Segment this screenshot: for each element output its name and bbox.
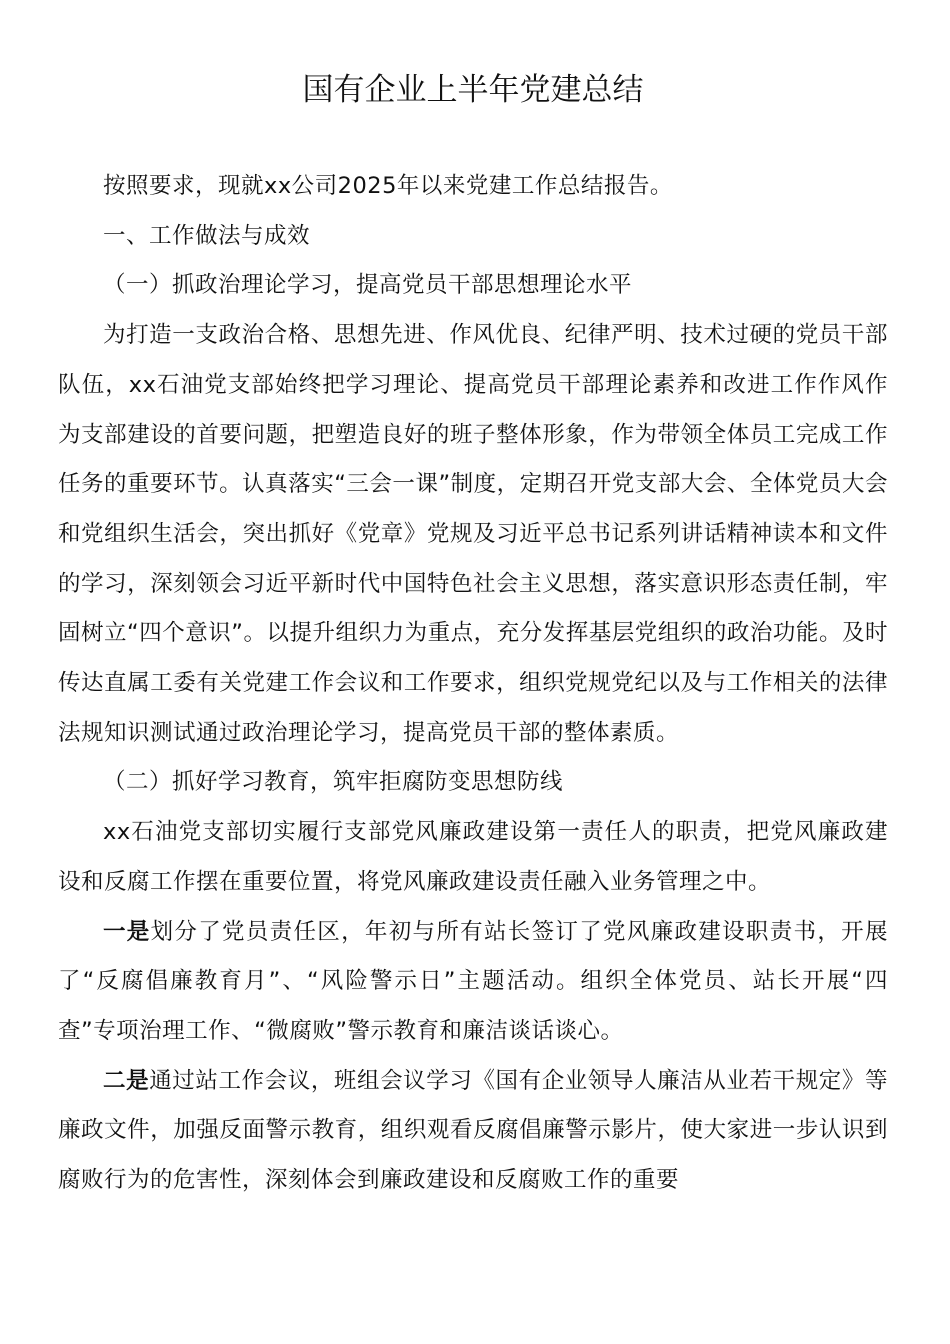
- point-1-body: 划分了党员责任区，年初与所有站长签订了党风廉政建设职责书，开展了“反腐倡廉教育月”、“风险警示日”主题活动。组织全体党员、站长开展“四查”专项治理工作、“微腐败”警示教育和廉洁谈话谈心。: [58, 918, 888, 1044]
- subsection-1-heading: （一）抓政治理论学习，提高党员干部思想理论水平: [103, 272, 633, 299]
- point-2-lead: 二是: [103, 1067, 150, 1094]
- intro-paragraph: 按照要求，现就xx公司2025年以来党建工作总结报告。: [103, 173, 673, 199]
- point-1-paragraph: [58, 908, 888, 1057]
- subsection-2-body: xx石油党支部切实履行支部党风廉政建设第一责任人的职责，把党风廉政建设和反腐工作摆在重要位置，将党风廉政建设责任融入业务管理之中。: [58, 819, 888, 895]
- point-2-body: 通过站工作会议，班组会议学习《国有企业领导人廉洁从业若干规定》等廉政文件，加强反面警示教育，组织观看反腐倡廉警示影片，使大家进一步认识到腐败行为的危害性，深刻体会到廉政建设和反腐败工作的重要: [58, 1067, 888, 1194]
- point-2-paragraph: [58, 1057, 888, 1206]
- subsection-1-body: 为打造一支政治合格、思想先进、作风优良、纪律严明、技术过硬的党员干部队伍，xx石油党支部始终把学习理论、提高党员干部理论素养和改进工作作风作为支部建设的首要问题，把塑造良好的班子整体形象，作为带领全体员工完成工作任务的重要环节。认真落实“三会一课”制度，定期召开党支部大会、全体党员大会和党组织生活会，突出抓好《党章》党规及习近平总书记系列讲话精神读本和文件的学习，深刻领会习近平新时代中国特色社会主义思想，落实意识形态责任制，牢固树立“四个意识”。以提升组织力为重点，充分发挥基层党组织的政治功能。及时传达直属工委有关党建工作会议和工作要求，组织党规党纪以及与工作相关的法律法规知识测试通过政治理论学习，提高党员干部的整体素质。: [58, 322, 888, 746]
- document-title: 国有企业上半年党建总结: [302, 72, 644, 108]
- document-page: [58, 60, 888, 1206]
- point-1-lead: 一是: [103, 918, 151, 945]
- subsection-2-heading: （二）抓好学习教育，筑牢拒腐防变思想防线: [103, 769, 564, 796]
- section-1-heading: 一、工作做法与成效: [103, 222, 311, 249]
